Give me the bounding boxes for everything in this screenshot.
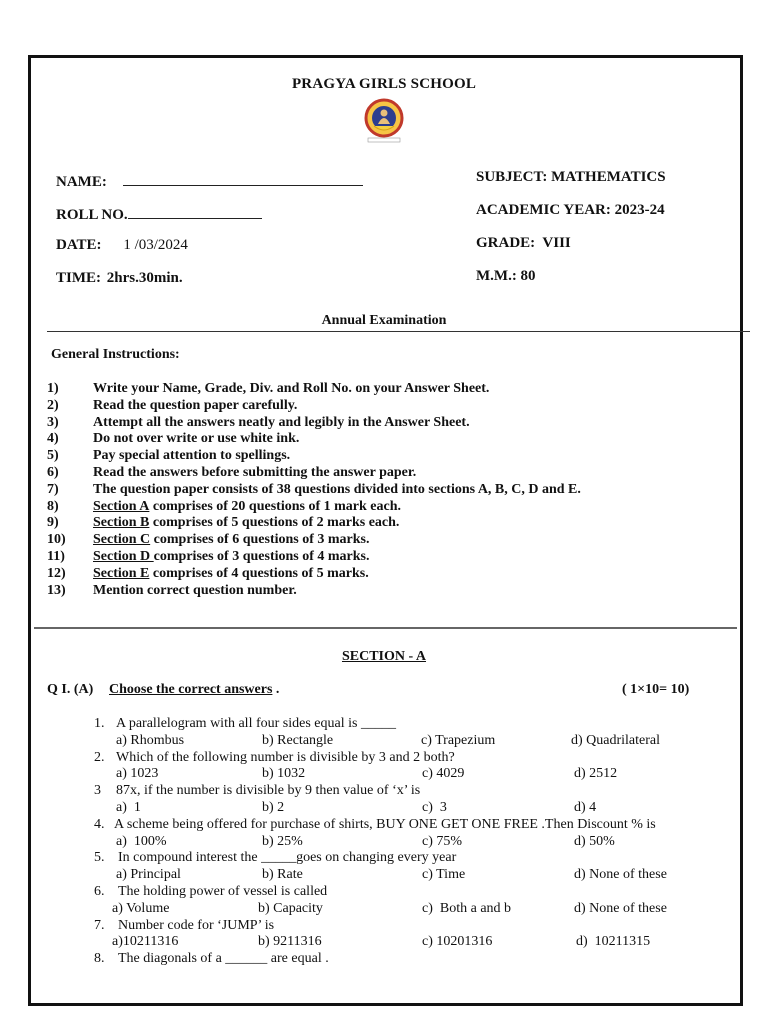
option-c: c) Trapezium <box>421 732 496 748</box>
option-d: d) 10211315 <box>576 934 651 950</box>
subject-field: SUBJECT: MATHEMATICS <box>476 169 666 185</box>
question-item <box>92 884 656 901</box>
question-number: 8. <box>94 951 105 967</box>
instruction-number: 4) <box>47 431 59 447</box>
option-a: a) Principal <box>116 867 181 883</box>
academic-year-field: ACADEMIC YEAR: 2023-24 <box>476 202 665 218</box>
question-item <box>92 783 656 800</box>
grade-field: GRADE: VIII <box>476 235 571 251</box>
school-crest-logo <box>362 98 406 144</box>
name-field <box>56 171 363 191</box>
instruction-item <box>47 415 581 432</box>
instruction-number: 10) <box>47 532 66 548</box>
question-number: 4. <box>94 816 105 832</box>
roll-no-input-line[interactable] <box>128 204 262 219</box>
option-a: a)10211316 <box>112 934 179 950</box>
option-a: a) 1023 <box>116 766 159 782</box>
question-number: 7. <box>94 917 105 933</box>
section-reference: Section D <box>93 548 154 564</box>
option-c: c) Time <box>422 867 466 883</box>
question-text: A scheme being offered for purchase of shirts, BUY ONE GET ONE FREE .Then Discount % is <box>114 816 656 832</box>
instruction-number: 2) <box>47 397 59 413</box>
option-d: d) 2512 <box>574 766 618 782</box>
question-instruction-suffix: . <box>272 682 280 697</box>
option-a: a) Volume <box>112 900 170 916</box>
instruction-number: 9) <box>47 515 59 531</box>
max-marks-field: M.M.: 80 <box>476 268 536 284</box>
options-row <box>92 900 667 918</box>
question-number: 6. <box>94 883 105 899</box>
instruction-item <box>47 499 581 516</box>
roll-no-field <box>56 204 262 224</box>
roll-no-label: ROLL NO. <box>56 207 128 223</box>
instruction-text: comprises of 6 questions of 3 marks. <box>150 532 370 548</box>
options-row <box>92 934 656 951</box>
instruction-item <box>47 583 581 600</box>
question-text: Which of the following number is divisible by 3 and 2 both? <box>116 749 455 765</box>
instruction-text: comprises of 20 questions of 1 mark each. <box>149 498 401 514</box>
date-value: 1 /03/2024 <box>123 237 188 253</box>
question-item <box>92 850 656 867</box>
option-c: c) Both a and b <box>422 900 512 916</box>
instruction-number: 8) <box>47 498 59 514</box>
instruction-text: Pay special attention to spellings. <box>93 448 291 464</box>
options-row <box>92 766 656 783</box>
question-item <box>92 951 656 968</box>
instruction-number: 12) <box>47 565 66 581</box>
question-instruction: Choose the correct answers <box>109 682 273 697</box>
option-a: a) 100% <box>116 833 167 849</box>
instruction-number: 3) <box>47 414 59 430</box>
instruction-number: 5) <box>47 448 59 464</box>
options-row <box>92 800 656 817</box>
question-text: The holding power of vessel is called <box>118 883 328 899</box>
instruction-number: 11) <box>47 548 65 564</box>
question-text: The diagonals of a ______ are equal . <box>118 951 329 967</box>
question-item <box>92 817 656 834</box>
instruction-number: 6) <box>47 464 59 480</box>
option-a: a) Rhombus <box>116 732 185 748</box>
instruction-number: 7) <box>47 481 59 497</box>
question-label: Q I. (A) <box>47 682 94 697</box>
option-d: d) None of these <box>574 867 667 883</box>
options-row <box>92 732 661 750</box>
instruction-item <box>47 381 581 398</box>
option-d: d) None of these <box>574 900 667 916</box>
instruction-text: Attempt all the answers neatly and legibly in the Answer Sheet. <box>93 414 470 430</box>
instruction-text: Read the question paper carefully. <box>93 397 298 413</box>
section-reference: Section E <box>93 565 150 581</box>
school-name: PRAGYA GIRLS SCHOOL <box>291 76 477 92</box>
instructions-list <box>47 381 581 599</box>
instruction-text: comprises of 3 questions of 4 marks. <box>153 548 370 564</box>
time-field <box>56 270 183 287</box>
instruction-text: comprises of 4 questions of 5 marks. <box>149 565 369 581</box>
date-field <box>56 237 188 254</box>
instruction-item <box>47 532 581 549</box>
instruction-text: Mention correct question number. <box>93 582 297 598</box>
instruction-item <box>47 549 581 566</box>
instruction-item <box>47 566 581 583</box>
question-number: 2. <box>94 749 105 765</box>
section-reference: Section B <box>93 515 150 531</box>
question-number: 1. <box>94 716 105 731</box>
question-number: 5. <box>94 850 105 866</box>
option-d: d) 4 <box>574 799 597 815</box>
general-instructions-title: General Instructions: <box>51 347 180 362</box>
section-reference: Section A <box>93 498 150 514</box>
option-d: d) 50% <box>574 833 615 849</box>
instruction-text: The question paper consists of 38 questions divided into sections A, B, C, D and E. <box>93 481 581 497</box>
instruction-text: Write your Name, Grade, Div. and Roll No. on your Answer Sheet. <box>93 381 490 396</box>
options-row <box>92 867 667 884</box>
options-row <box>92 834 656 851</box>
question-item <box>92 750 656 767</box>
name-input-line[interactable] <box>123 171 363 186</box>
instruction-number: 13) <box>47 582 66 598</box>
instruction-text: Read the answers before submitting the answer paper. <box>93 464 417 480</box>
name-label: NAME: <box>56 174 107 190</box>
question-item <box>92 716 656 733</box>
question-text: A parallelogram with all four sides equal is _____ <box>116 716 396 731</box>
question-text: 87x, if the number is divisible by 9 then value of ‘x’ is <box>116 783 421 799</box>
instruction-item <box>47 515 581 532</box>
option-b: b) 1032 <box>262 766 306 782</box>
question-number: 3 <box>94 783 101 799</box>
instruction-item <box>47 448 581 465</box>
question-text: Number code for ‘JUMP’ is <box>118 917 275 933</box>
option-c: c) 3 <box>422 799 447 815</box>
instruction-number: 1) <box>47 381 59 396</box>
instruction-item <box>47 465 581 482</box>
divider-line <box>34 627 737 629</box>
option-c: c) 4029 <box>422 766 465 782</box>
time-value: 2hrs.30min. <box>106 270 183 286</box>
option-b: b) Capacity <box>258 900 323 916</box>
exam-title: Annual Examination <box>321 313 447 328</box>
option-b: b) 2 <box>262 799 285 815</box>
option-b: b) Rate <box>262 867 303 883</box>
instruction-item <box>47 431 581 448</box>
instruction-item <box>47 482 581 499</box>
instruction-text: comprises of 5 questions of 2 marks each. <box>149 515 400 531</box>
question-text: In compound interest the _____goes on changing every year <box>118 850 457 866</box>
section-title: SECTION - A <box>341 649 427 664</box>
option-b: b) 9211316 <box>258 934 322 950</box>
option-c: c) 75% <box>422 833 463 849</box>
option-a: a) 1 <box>116 799 141 815</box>
instruction-text: Do not over write or use white ink. <box>93 431 300 447</box>
mcq-list <box>92 716 667 968</box>
time-label: TIME: <box>56 270 101 286</box>
date-label: DATE: <box>56 237 102 253</box>
instruction-item <box>47 398 581 415</box>
option-b: b) Rectangle <box>262 732 334 748</box>
question-marks: ( 1×10= 10) <box>622 682 690 697</box>
question-item <box>92 918 656 935</box>
option-d: d) Quadrilateral <box>571 732 661 748</box>
option-b: b) 25% <box>262 833 303 849</box>
section-reference: Section C <box>93 532 151 548</box>
divider-line <box>47 331 750 332</box>
question-heading <box>47 682 279 698</box>
option-c: c) 10201316 <box>422 934 493 950</box>
